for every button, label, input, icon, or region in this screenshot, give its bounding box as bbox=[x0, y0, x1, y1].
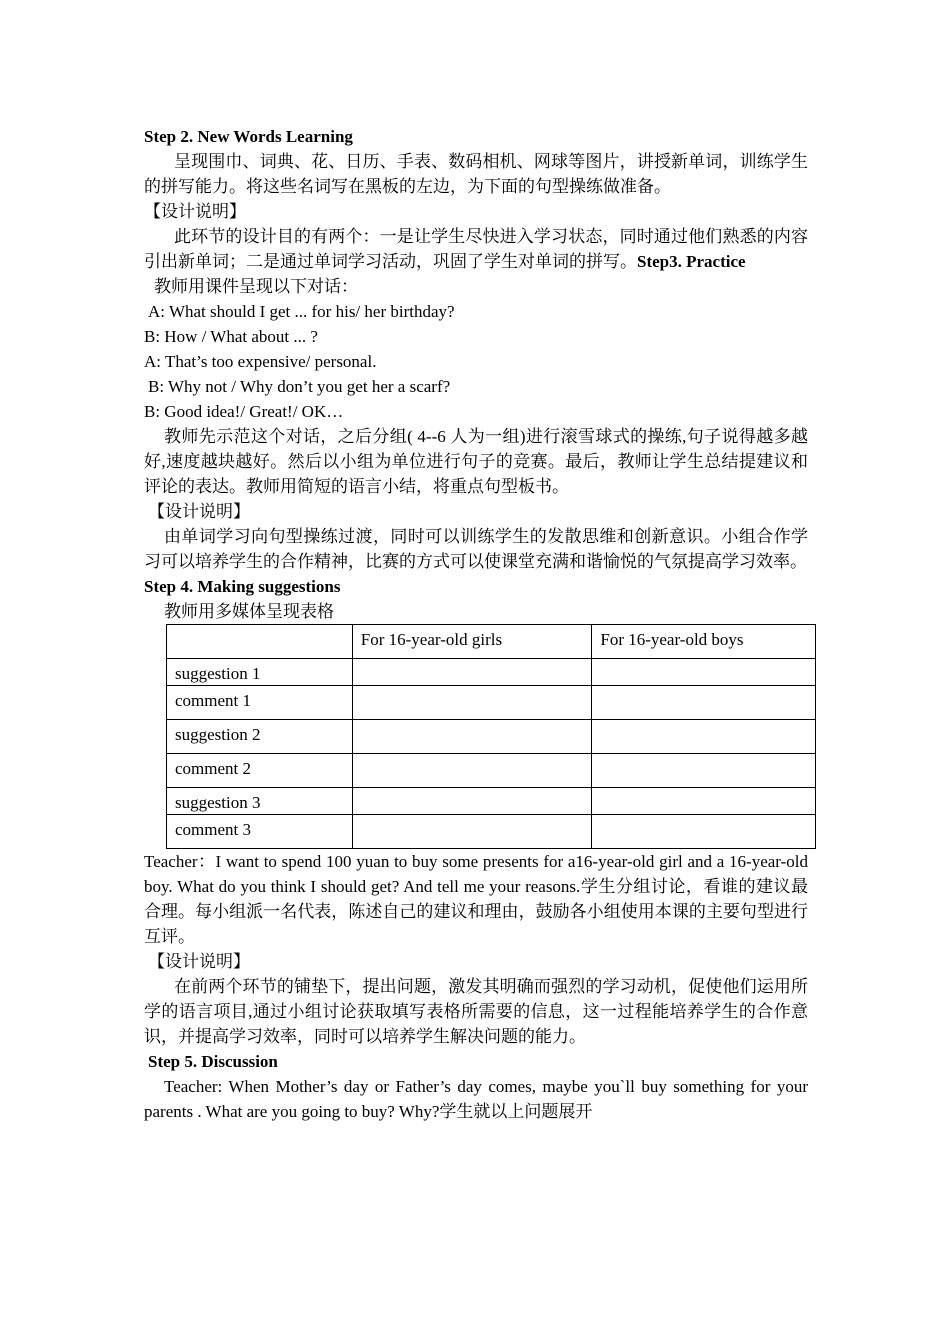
table-cell bbox=[352, 720, 592, 754]
table-row bbox=[167, 815, 816, 849]
step5-teacher-text: Teacher: When Mother’s day or Father’s day comes, maybe you`ll buy something for your parents . What are you going to buy? Why?学生就以上问题展开 bbox=[144, 1077, 808, 1121]
table-header-cell bbox=[167, 625, 353, 659]
table-row bbox=[167, 659, 816, 686]
document-page bbox=[144, 124, 808, 1124]
table-cell bbox=[352, 788, 592, 815]
table-row bbox=[167, 686, 816, 720]
table-header-cell: For 16-year-old girls bbox=[352, 625, 592, 659]
step2-heading: Step 2. New Words Learning bbox=[144, 127, 353, 146]
step4-teacher-text: Teacher：I want to spend 100 yuan to buy some presents for a16-year-old girl and a 16-year-old boy. What do you think I should get? And tell me your reasons.学生分组讨论，看谁的建议最合理。每小组派一名代表，陈述自己的建议和理由，鼓励各小组使用本课的主要句型进行互评。 bbox=[144, 852, 808, 946]
step3-heading: Step3. Practice bbox=[637, 252, 746, 271]
table-cell bbox=[352, 686, 592, 720]
dialogue-line-1: A: What should I get ... for his/ her birthday? bbox=[148, 302, 455, 321]
table-row bbox=[167, 754, 816, 788]
step4-design-label: 【设计说明】 bbox=[148, 952, 250, 971]
step4-design-text: 在前两个环节的铺垫下，提出问题，激发其明确而强烈的学习动机，促使他们运用所学的语言项目,通过小组讨论获取填写表格所需要的信息，这一过程能培养学生的合作意识，并提高学习效率，同时可以培养学生解决问题的能力。 bbox=[144, 977, 808, 1046]
step3-intro: 教师用课件呈现以下对话： bbox=[154, 277, 358, 296]
table-row bbox=[167, 788, 816, 815]
step2-design-label: 【设计说明】 bbox=[144, 202, 246, 221]
dialogue-line-4: B: Why not / Why don’t you get her a scarf? bbox=[148, 377, 451, 396]
suggestions-table bbox=[166, 624, 816, 849]
table-cell bbox=[592, 788, 816, 815]
dialogue-line-3: A: That’s too expensive/ personal. bbox=[144, 352, 377, 371]
step2-paragraph: 呈现围巾、词典、花、日历、手表、数码相机、网球等图片，讲授新单词，训练学生的拼写能力。将这些名词写在黑板的左边，为下面的句型操练做准备。 bbox=[144, 152, 808, 196]
step5-heading: Step 5. Discussion bbox=[148, 1052, 278, 1071]
row-label: comment 2 bbox=[167, 754, 353, 788]
step4-heading: Step 4. Making suggestions bbox=[144, 577, 341, 596]
table-header-cell: For 16-year-old boys bbox=[592, 625, 816, 659]
step4-intro: 教师用多媒体呈现表格 bbox=[164, 602, 334, 621]
step2-design-body: 此环节的设计目的有两个：一是让学生尽快进入学习状态，同时通过他们熟悉的内容引出新单词；二是通过单词学习活动，巩固了学生对单词的拼写。 bbox=[144, 227, 808, 271]
table-cell bbox=[592, 659, 816, 686]
table-cell bbox=[352, 659, 592, 686]
dialogue-line-5: B: Good idea!/ Great!/ OK… bbox=[144, 402, 344, 421]
row-label: suggestion 3 bbox=[167, 788, 353, 815]
table-row bbox=[167, 720, 816, 754]
step3-design-text: 由单词学习向句型操练过渡，同时可以训练学生的发散思维和创新意识。小组合作学习可以培养学生的合作精神，比赛的方式可以使课堂充满和谐愉悦的气氛提高学习效率。 bbox=[144, 527, 808, 571]
table-cell bbox=[352, 815, 592, 849]
table-cell bbox=[352, 754, 592, 788]
dialogue-line-2: B: How / What about ... ? bbox=[144, 327, 318, 346]
table-cell bbox=[592, 720, 816, 754]
step2-design-text bbox=[144, 224, 808, 274]
table-cell bbox=[592, 754, 816, 788]
table-cell bbox=[592, 686, 816, 720]
row-label: suggestion 2 bbox=[167, 720, 353, 754]
row-label: comment 1 bbox=[167, 686, 353, 720]
table-header-row bbox=[167, 625, 816, 659]
row-label: suggestion 1 bbox=[167, 659, 353, 686]
step3-paragraph: 教师先示范这个对话，之后分组( 4--6 人为一组)进行滚雪球式的操练,句子说得越多越好,速度越块越好。然后以小组为单位进行句子的竞赛。最后，教师让学生总结提建议和评论的表达。教师用简短的语言小结，将重点句型板书。 bbox=[144, 427, 808, 496]
row-label: comment 3 bbox=[167, 815, 353, 849]
table-cell bbox=[592, 815, 816, 849]
step3-design-label: 【设计说明】 bbox=[148, 502, 250, 521]
